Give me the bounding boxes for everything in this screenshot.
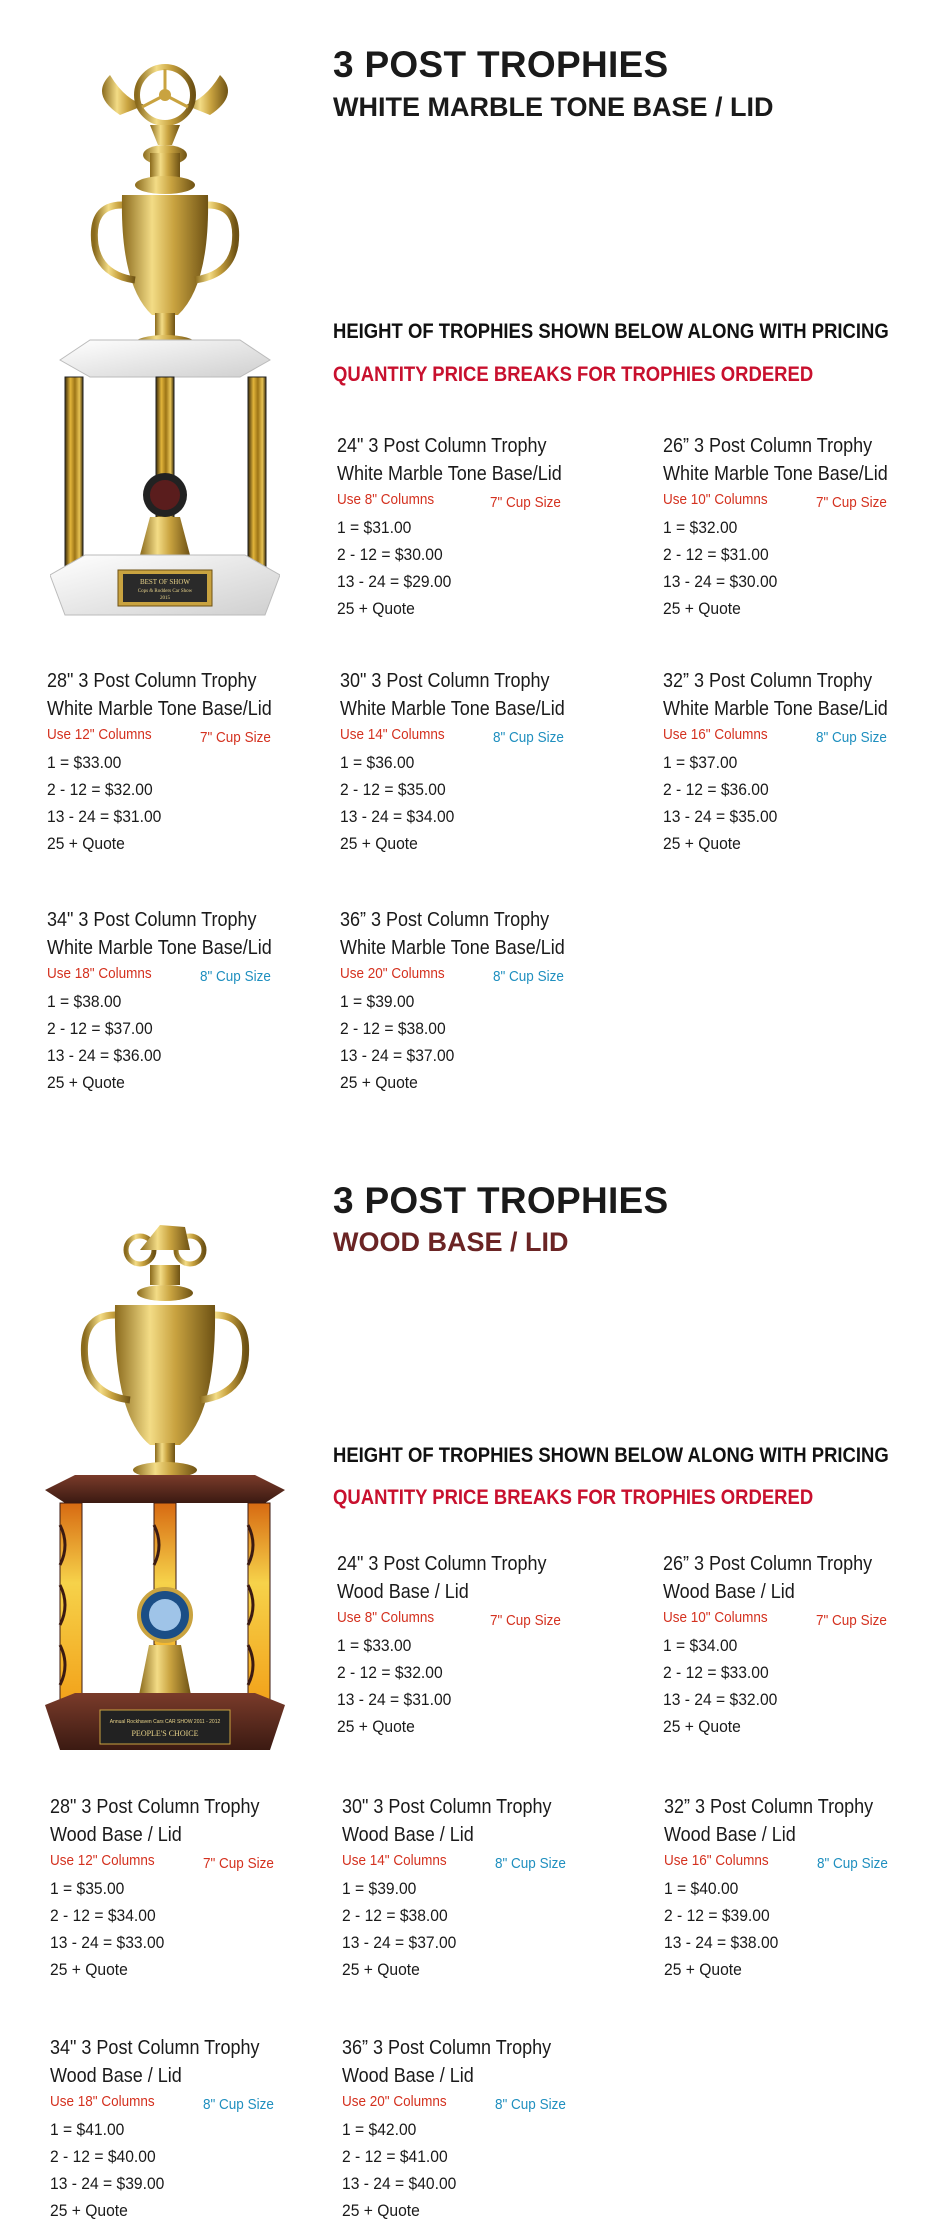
product-block [50, 1793, 350, 1983]
column-cup-row [663, 488, 949, 514]
plate-text-line3: 2015 [160, 596, 170, 601]
product-size-title: 24" 3 Post Column Trophy [337, 1553, 547, 1575]
cup-size-note: 8" Cup Size [495, 1855, 566, 1872]
product-base-title: White Marble Tone Base/Lid [663, 463, 888, 485]
price-qty-13-24: 13 - 24 = $30.00 [663, 572, 778, 591]
product-block [663, 432, 949, 622]
product-block [663, 1550, 949, 1740]
plate-text-line2: PEOPLE'S CHOICE [131, 1729, 199, 1738]
price-qty-1: 1 = $34.00 [663, 1636, 738, 1655]
product-size-title: 28" 3 Post Column Trophy [47, 670, 257, 692]
column-size-note: Use 20" Columns [342, 2093, 447, 2110]
price-qty-1: 1 = $41.00 [50, 2120, 125, 2139]
product-base-title: Wood Base / Lid [663, 1581, 795, 1603]
price-qty-25-plus: 25 + Quote [663, 834, 741, 853]
product-size-title: 36” 3 Post Column Trophy [342, 2037, 552, 2059]
column-cup-row [340, 962, 640, 988]
product-base-title: White Marble Tone Base/Lid [340, 937, 565, 959]
product-base-title: White Marble Tone Base/Lid [663, 698, 888, 720]
cup-size-note: 7" Cup Size [490, 1612, 561, 1629]
product-block [50, 2034, 350, 2224]
column-size-note: Use 14" Columns [340, 726, 445, 743]
cup-size-note: 8" Cup Size [493, 968, 564, 985]
product-size-title: 26” 3 Post Column Trophy [663, 1553, 873, 1575]
price-qty-1: 1 = $33.00 [47, 753, 122, 772]
section-title: 3 POST TROPHIES [333, 44, 669, 85]
steering-wheel-topper [102, 67, 228, 145]
column-size-note: Use 12" Columns [50, 1852, 155, 1869]
product-base-title: White Marble Tone Base/Lid [337, 463, 562, 485]
price-qty-13-24: 13 - 24 = $38.00 [664, 1933, 779, 1952]
price-qty-2-12: 2 - 12 = $34.00 [50, 1906, 156, 1925]
price-qty-2-12: 2 - 12 = $35.00 [340, 780, 446, 799]
product-block [47, 906, 347, 1096]
product-block [342, 1793, 642, 1983]
cup-size-note: 8" Cup Size [817, 1855, 888, 1872]
price-qty-2-12: 2 - 12 = $36.00 [663, 780, 769, 799]
price-qty-25-plus: 25 + Quote [47, 834, 125, 853]
column-cup-row [663, 723, 949, 749]
price-qty-2-12: 2 - 12 = $37.00 [47, 1019, 153, 1038]
cup-size-note: 8" Cup Size [200, 968, 271, 985]
product-base-title: Wood Base / Lid [342, 1824, 474, 1846]
column-cup-row [337, 488, 637, 514]
section-subtitle: WOOD BASE / LID [333, 1227, 569, 1257]
product-size-title: 24" 3 Post Column Trophy [337, 435, 547, 457]
price-qty-1: 1 = $33.00 [337, 1636, 412, 1655]
product-size-title: 26” 3 Post Column Trophy [663, 435, 873, 457]
pricing-heading: HEIGHT OF TROPHIES SHOWN BELOW ALONG WITH PRICING [333, 320, 889, 343]
price-qty-1: 1 = $40.00 [664, 1879, 739, 1898]
column-cup-row [337, 1606, 637, 1632]
price-qty-1: 1 = $38.00 [47, 992, 122, 1011]
price-qty-25-plus: 25 + Quote [342, 1960, 420, 1979]
product-size-title: 32” 3 Post Column Trophy [663, 670, 873, 692]
price-qty-1: 1 = $37.00 [663, 753, 738, 772]
column-size-note: Use 12" Columns [47, 726, 152, 743]
column-size-note: Use 18" Columns [47, 965, 152, 982]
price-qty-13-24: 13 - 24 = $31.00 [337, 1690, 452, 1709]
product-block [340, 906, 640, 1096]
cup-size-note: 8" Cup Size [816, 729, 887, 746]
price-qty-1: 1 = $42.00 [342, 2120, 417, 2139]
product-base-title: Wood Base / Lid [50, 1824, 182, 1846]
price-qty-25-plus: 25 + Quote [50, 2201, 128, 2220]
product-size-title: 32” 3 Post Column Trophy [664, 1796, 874, 1818]
price-qty-25-plus: 25 + Quote [47, 1073, 125, 1092]
price-qty-2-12: 2 - 12 = $32.00 [337, 1663, 443, 1682]
price-qty-1: 1 = $39.00 [342, 1879, 417, 1898]
product-size-title: 30" 3 Post Column Trophy [340, 670, 550, 692]
product-size-title: 34" 3 Post Column Trophy [47, 909, 257, 931]
product-block [340, 667, 640, 857]
price-qty-25-plus: 25 + Quote [340, 834, 418, 853]
price-qty-1: 1 = $35.00 [50, 1879, 125, 1898]
cup-size-note: 8" Cup Size [495, 2096, 566, 2113]
product-block [664, 1793, 949, 1983]
column-size-note: Use 14" Columns [342, 1852, 447, 1869]
price-qty-1: 1 = $36.00 [340, 753, 415, 772]
price-qty-2-12: 2 - 12 = $30.00 [337, 545, 443, 564]
price-qty-25-plus: 25 + Quote [337, 599, 415, 618]
price-qty-25-plus: 25 + Quote [340, 1073, 418, 1092]
price-qty-13-24: 13 - 24 = $37.00 [342, 1933, 457, 1952]
cup-size-note: 7" Cup Size [200, 729, 271, 746]
column-cup-row [342, 1849, 642, 1875]
price-qty-25-plus: 25 + Quote [663, 1717, 741, 1736]
price-qty-13-24: 13 - 24 = $35.00 [663, 807, 778, 826]
product-size-title: 28" 3 Post Column Trophy [50, 1796, 260, 1818]
plate-text-line1: Annual Rockhaven Cars CAR SHOW 2011 - 2012 [109, 1719, 221, 1725]
plate-text-line2: Cops & Rodders Car Show [137, 589, 193, 594]
price-qty-1: 1 = $32.00 [663, 518, 738, 537]
price-qty-13-24: 13 - 24 = $40.00 [342, 2174, 457, 2193]
pricing-heading: HEIGHT OF TROPHIES SHOWN BELOW ALONG WITH PRICING [333, 1444, 889, 1467]
product-block [47, 667, 347, 857]
price-qty-25-plus: 25 + Quote [342, 2201, 420, 2220]
cup-size-note: 7" Cup Size [816, 1612, 887, 1629]
motorcycle-topper [126, 1225, 204, 1285]
plate-text-line1: BEST OF SHOW [139, 578, 191, 586]
product-base-title: Wood Base / Lid [337, 1581, 469, 1603]
column-cup-row [47, 962, 347, 988]
column-size-note: Use 18" Columns [50, 2093, 155, 2110]
column-cup-row [664, 1849, 949, 1875]
column-size-note: Use 8" Columns [337, 491, 435, 508]
column-size-note: Use 8" Columns [337, 1609, 435, 1626]
cup-size-note: 8" Cup Size [203, 2096, 274, 2113]
column-cup-row [50, 2090, 350, 2116]
price-qty-25-plus: 25 + Quote [50, 1960, 128, 1979]
price-qty-1: 1 = $31.00 [337, 518, 412, 537]
column-size-note: Use 20" Columns [340, 965, 445, 982]
product-size-title: 36” 3 Post Column Trophy [340, 909, 550, 931]
price-qty-13-24: 13 - 24 = $32.00 [663, 1690, 778, 1709]
cup-size-note: 8" Cup Size [493, 729, 564, 746]
product-base-title: Wood Base / Lid [342, 2065, 474, 2087]
product-block [663, 667, 949, 857]
white-marble-trophy-image [50, 55, 280, 625]
price-qty-13-24: 13 - 24 = $31.00 [47, 807, 162, 826]
cup-size-note: 7" Cup Size [816, 494, 887, 511]
column-cup-row [47, 723, 347, 749]
price-qty-13-24: 13 - 24 = $37.00 [340, 1046, 455, 1065]
price-qty-2-12: 2 - 12 = $40.00 [50, 2147, 156, 2166]
product-base-title: White Marble Tone Base/Lid [47, 698, 272, 720]
column-cup-row [663, 1606, 949, 1632]
price-qty-2-12: 2 - 12 = $31.00 [663, 545, 769, 564]
section-subtitle: WHITE MARBLE TONE BASE / LID [333, 92, 774, 122]
price-qty-25-plus: 25 + Quote [664, 1960, 742, 1979]
price-breaks-heading: QUANTITY PRICE BREAKS FOR TROPHIES ORDERED [333, 1486, 814, 1509]
column-size-note: Use 16" Columns [664, 1852, 769, 1869]
price-breaks-heading: QUANTITY PRICE BREAKS FOR TROPHIES ORDERED [333, 363, 814, 386]
cup-size-note: 7" Cup Size [203, 1855, 274, 1872]
price-qty-25-plus: 25 + Quote [337, 1717, 415, 1736]
price-qty-2-12: 2 - 12 = $33.00 [663, 1663, 769, 1682]
product-block [337, 1550, 637, 1740]
price-qty-1: 1 = $39.00 [340, 992, 415, 1011]
price-qty-2-12: 2 - 12 = $38.00 [340, 1019, 446, 1038]
product-block [337, 432, 637, 622]
column-cup-row [340, 723, 640, 749]
price-qty-13-24: 13 - 24 = $34.00 [340, 807, 455, 826]
product-base-title: Wood Base / Lid [664, 1824, 796, 1846]
column-cup-row [50, 1849, 350, 1875]
product-size-title: 30" 3 Post Column Trophy [342, 1796, 552, 1818]
price-qty-25-plus: 25 + Quote [663, 599, 741, 618]
product-block [342, 2034, 642, 2224]
column-size-note: Use 10" Columns [663, 1609, 768, 1626]
price-qty-13-24: 13 - 24 = $36.00 [47, 1046, 162, 1065]
product-base-title: White Marble Tone Base/Lid [47, 937, 272, 959]
price-qty-2-12: 2 - 12 = $41.00 [342, 2147, 448, 2166]
price-qty-2-12: 2 - 12 = $38.00 [342, 1906, 448, 1925]
product-base-title: White Marble Tone Base/Lid [340, 698, 565, 720]
column-cup-row [342, 2090, 642, 2116]
product-size-title: 34" 3 Post Column Trophy [50, 2037, 260, 2059]
price-qty-2-12: 2 - 12 = $39.00 [664, 1906, 770, 1925]
column-size-note: Use 16" Columns [663, 726, 768, 743]
product-base-title: Wood Base / Lid [50, 2065, 182, 2087]
price-qty-13-24: 13 - 24 = $33.00 [50, 1933, 165, 1952]
price-qty-2-12: 2 - 12 = $32.00 [47, 780, 153, 799]
section-title: 3 POST TROPHIES [333, 1180, 669, 1221]
price-qty-13-24: 13 - 24 = $29.00 [337, 572, 452, 591]
price-qty-13-24: 13 - 24 = $39.00 [50, 2174, 165, 2193]
column-size-note: Use 10" Columns [663, 491, 768, 508]
cup-size-note: 7" Cup Size [490, 494, 561, 511]
wood-trophy-image [45, 1205, 285, 1765]
